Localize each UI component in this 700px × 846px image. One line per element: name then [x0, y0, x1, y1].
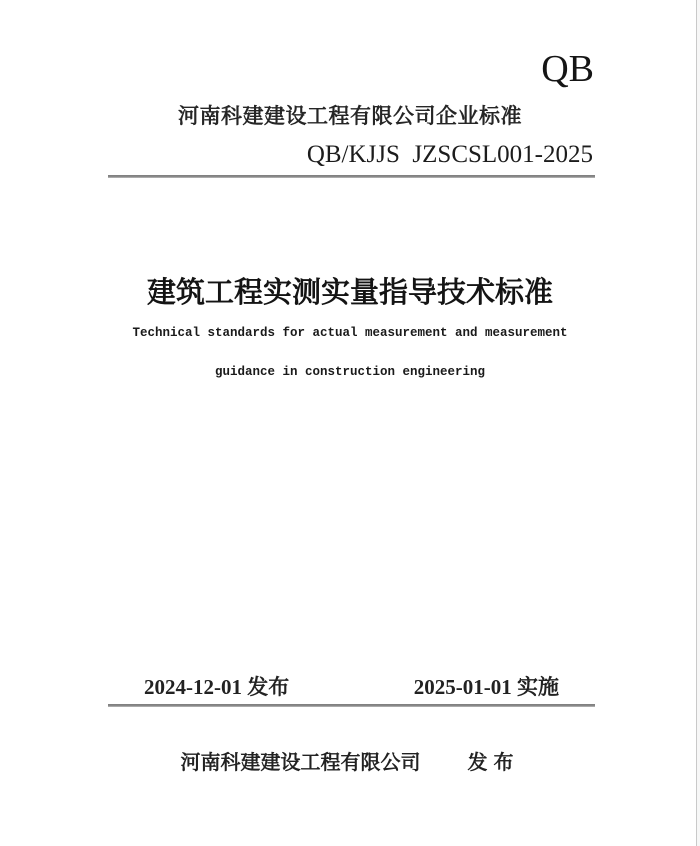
header-rule	[108, 175, 595, 178]
footer-rule	[108, 704, 595, 707]
standard-number: QB/KJJS JZSCSL001-2025	[306, 141, 593, 168]
document-title-zh: 建筑工程实测实量指导技术标准	[146, 277, 553, 309]
implement-date: 2025-01-01 实施	[413, 675, 559, 699]
publish-label: 发布	[467, 752, 520, 774]
issue-date: 2024-12-01 发布	[144, 675, 290, 699]
org-standard-line: 河南科建建设工程有限公司企业标准	[178, 104, 522, 128]
document-title-en	[0, 314, 700, 392]
standard-type-logo: QB	[541, 48, 594, 90]
document-title-en-line2: guidance in construction engineering	[214, 365, 486, 379]
dates-row	[144, 671, 559, 701]
document-title-en-line1: Technical standards for actual measurement and measurement	[132, 326, 568, 340]
publisher-row	[0, 746, 700, 775]
publisher-name: 河南科建建设工程有限公司	[180, 752, 421, 774]
